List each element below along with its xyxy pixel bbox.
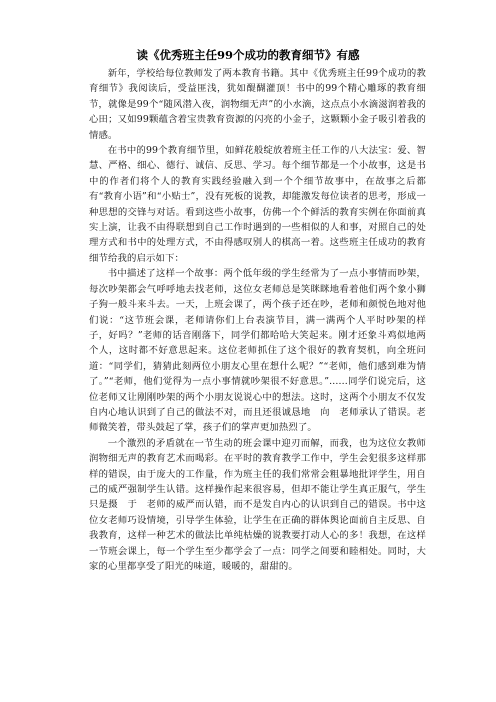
document-body <box>89 66 426 574</box>
paragraph: 书中描述了这样一个故事：两个低年级的学生经常为了一点小事情而吵架，每次吵架都会气呼呼地去找老师，这位女老师总是笑眯眯地看着他们两个象小狮子狗一般斗来斗去。一天，上班会课了，两个孩子还在吵，老师和颜悦色地对他们说：“这节班会课，老师请你们上台表演节目，满一满两个人平时吵架的样子，好吗？”老师的话音刚落下，同学们都哈哈大笑起来。刚才还象斗鸡似地两个人，这时都不好意思起来。这位老师抓住了这个很好的教育契机，向全班问道：“同学们，猜猜此刻两位小朋友心里在想什么呢？”“老师，他们感到难为情了。”“老师，他们觉得为一点小事情就吵架很不好意思。”......同学们说完后，这位老师又让刚刚吵架的两个小朋友说说心中的想法。这时，这两个小朋友不仅发自内心地认识到了自己的做法不对，而且还很诚恳地 向 老师承认了错误。老师微笑着，带头鼓起了掌，孩子们的掌声更加热烈了。 <box>89 268 426 434</box>
paragraph: 一个激烈的矛盾就在一节生动的班会课中迎刃而解，而我，也为这位女教师润物细无声的教育艺术而喝彩。在平时的教育教学工作中，学生会犯很多这样那样的错误，由于庞大的工作量，作为班主任的我们常常会粗暴地批评学生，用自己的威严强制学生认错。这样操作起来很容易，但却不能让学生真正服气，学生只是摄 于 老师的威严而认错，而不是发自内心的认识到自己的错误。书中这位女老师巧设情境，引导学生体验，让学生在正确的群体舆论面前自主反思、自我教育，这样一种艺术的做法比单纯枯燥的说教要打动人心的多！我想，在这样一节班会课上，每一个学生至少都学会了一点：同学之间要和睦相处。同时，大家的心里都享受了阳光的味道，暖暖的，甜甜的。 <box>89 437 426 572</box>
paragraph: 新年，学校给每位教师发了两本教育书籍。其中《优秀班主任99个成功的教育细节》我阅读后，受益匪浅，犹如醍醐灌顶！书中的99个精心雕琢的教育细节，就像是99个“随风潜入夜，润物细无声”的小水滴，这点点小水滴滋润着我的心田；又如99颗蕴含着宝贵教育资源的闪亮的小金子，这颗颗小金子吸引着我的情感。 <box>89 68 426 141</box>
paragraph: 在书中的99个教育细节里，如鲜花般绽放着班主任工作的八大法宝：爱、智慧、严格、细心、德行、诚信、反思、学习。每个细节都是一个小故事，这是书中的作者们将个人的教育实践经验融入到一个个细节故事中，在故事之后都有“教育小语”和“小贴士”，没有死板的说教，却能激发每位读者的思考，形成一种思想的交锋与对话。看到这些小故事，仿佛一个个鲜活的教育实例在你面前真实上演，让我不由得联想到自己工作时遇到的一些相似的人和事，对照自己的处理方式和书中的处理方式，不由得感叹别人的棋高一着。这些班主任成功的教育细节给我的启示如下： <box>89 145 426 264</box>
document-title: 读《优秀班主任99个成功的教育细节》有感 <box>136 48 360 62</box>
